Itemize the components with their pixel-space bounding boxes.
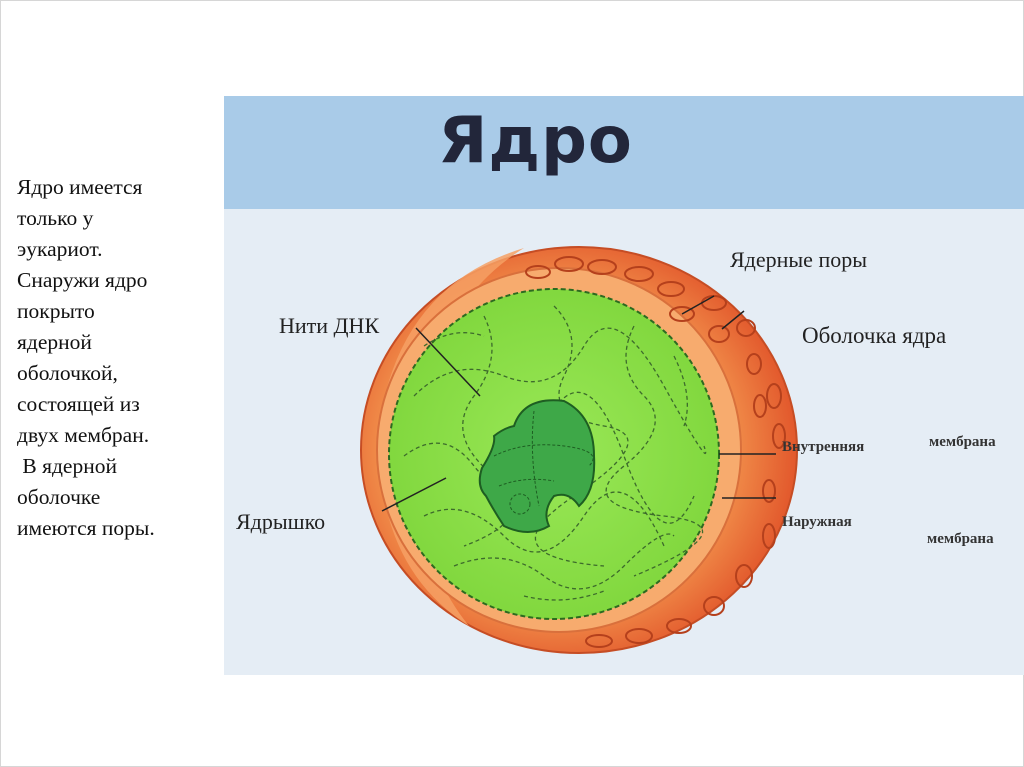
nucleus-diagram xyxy=(224,96,1024,675)
text-line: имеются поры. xyxy=(17,516,155,540)
description-text xyxy=(17,172,217,544)
label-inner: Внутренняя xyxy=(782,439,865,455)
label-outer: Наружная xyxy=(782,514,852,530)
diagram-title-text: Ядро xyxy=(438,104,633,178)
text-line: только у xyxy=(17,206,94,230)
label-outer-membrane: мембрана xyxy=(927,531,994,547)
text-line: эукариот. xyxy=(17,237,103,261)
label-nucleolus: Ядрышко xyxy=(236,509,326,534)
label-nuclear-envelope: Оболочка ядра xyxy=(802,323,947,348)
text-line: Снаружи ядро xyxy=(17,268,148,292)
text-line: В ядерной xyxy=(17,454,117,478)
nucleus-illustration xyxy=(224,96,1024,675)
text-line: ядерной xyxy=(17,330,92,354)
text-line: состоящей из xyxy=(17,392,140,416)
text-line: оболочкой, xyxy=(17,361,118,385)
text-line: оболочке xyxy=(17,485,101,509)
label-dna-threads: Нити ДНК xyxy=(279,313,380,338)
label-nuclear-pores: Ядерные поры xyxy=(730,247,868,272)
label-inner-membrane: мембрана xyxy=(929,434,996,450)
text-line: двух мембран. xyxy=(17,423,150,447)
text-line: Ядро имеется xyxy=(17,175,143,199)
text-line: покрыто xyxy=(17,299,95,323)
